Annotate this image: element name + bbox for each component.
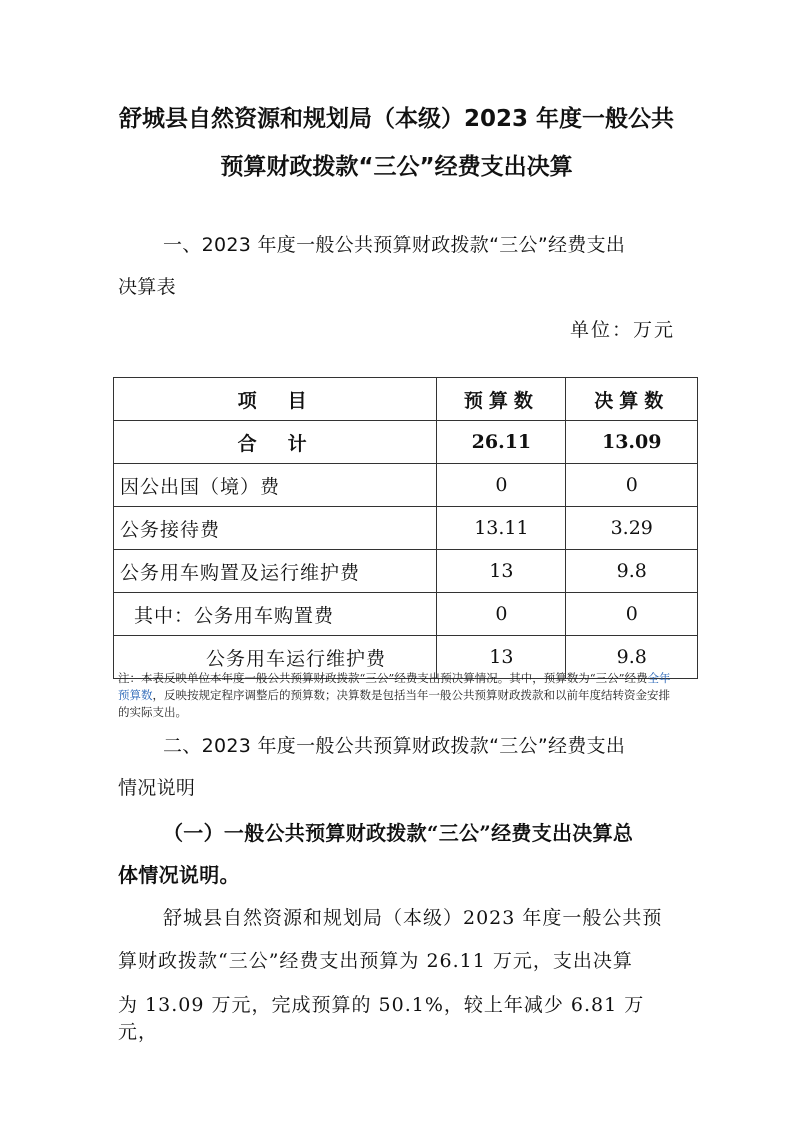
row-item: 其中：公务用车购置费 xyxy=(114,593,437,636)
row-final: 0 xyxy=(566,464,698,507)
expense-table xyxy=(113,377,698,679)
footnote-text-cont: ，反映按规定程序调整后的预算数；决算数是包括当年一般公共预算财政拨款和以前年度结转资金安排的实际支出。 xyxy=(118,688,670,719)
row-item: 公务用车购置及运行维护费 xyxy=(114,550,437,593)
table-row-total xyxy=(114,421,698,464)
header-item: 项 目 xyxy=(114,378,437,421)
header-budget: 预算数 xyxy=(437,378,566,421)
row-budget: 0 xyxy=(437,464,566,507)
table-row xyxy=(114,507,698,550)
row-final: 9.8 xyxy=(566,550,698,593)
subsection-1-heading-cont: 体情况说明。 xyxy=(118,863,240,887)
body-paragraph-line: 舒城县自然资源和规划局（本级）2023 年度一般公共预 xyxy=(163,907,663,929)
row-budget: 0 xyxy=(437,593,566,636)
row-budget: 26.11 xyxy=(437,421,566,464)
row-final: 3.29 xyxy=(566,507,698,550)
section-1-heading-cont: 决算表 xyxy=(118,276,176,298)
footnote-highlight: 全年预算数 xyxy=(118,671,671,702)
row-final: 9.8 xyxy=(566,636,698,679)
row-item: 公务用车运行维护费 xyxy=(114,636,437,679)
section-2-heading: 二、2023 年度一般公共预算财政拨款“三公”经费支出 xyxy=(163,735,626,757)
row-item: 因公出国（境）费 xyxy=(114,464,437,507)
table-row xyxy=(114,550,698,593)
table-row xyxy=(114,593,698,636)
body-paragraph-line: 算财政拨款“三公”经费支出预算为 26.11 万元，支出决算 xyxy=(118,950,633,972)
row-item: 合 计 xyxy=(114,421,437,464)
table-footnote xyxy=(118,670,678,721)
page-title-line-1: 舒城县自然资源和规划局（本级）2023 年度一般公共 xyxy=(118,106,675,132)
footnote-text: 注：本表反映单位本年度一般公共预算财政拨款“三公”经费支出预决算情况。其中，预算数为“三公”经费 xyxy=(118,671,648,685)
row-budget: 13.11 xyxy=(437,507,566,550)
subsection-1-heading: （一）一般公共预算财政拨款“三公”经费支出决算总 xyxy=(163,821,634,845)
page-title-line-2: 预算财政拨款“三公”经费支出决算 xyxy=(220,154,573,180)
row-item: 公务接待费 xyxy=(114,507,437,550)
row-final: 13.09 xyxy=(566,421,698,464)
header-final: 决算数 xyxy=(566,378,698,421)
row-budget: 13 xyxy=(437,550,566,593)
table-header-row xyxy=(114,378,698,421)
row-budget: 13 xyxy=(437,636,566,679)
section-1-heading: 一、2023 年度一般公共预算财政拨款“三公”经费支出 xyxy=(163,234,626,256)
body-paragraph-line: 为 13.09 万元，完成预算的 50.1%，较上年减少 6.81 万元， xyxy=(118,994,645,1043)
section-2-heading-cont: 情况说明 xyxy=(118,777,196,799)
row-final: 0 xyxy=(566,593,698,636)
table-row xyxy=(114,464,698,507)
unit-label: 单位：万元 xyxy=(569,319,675,341)
